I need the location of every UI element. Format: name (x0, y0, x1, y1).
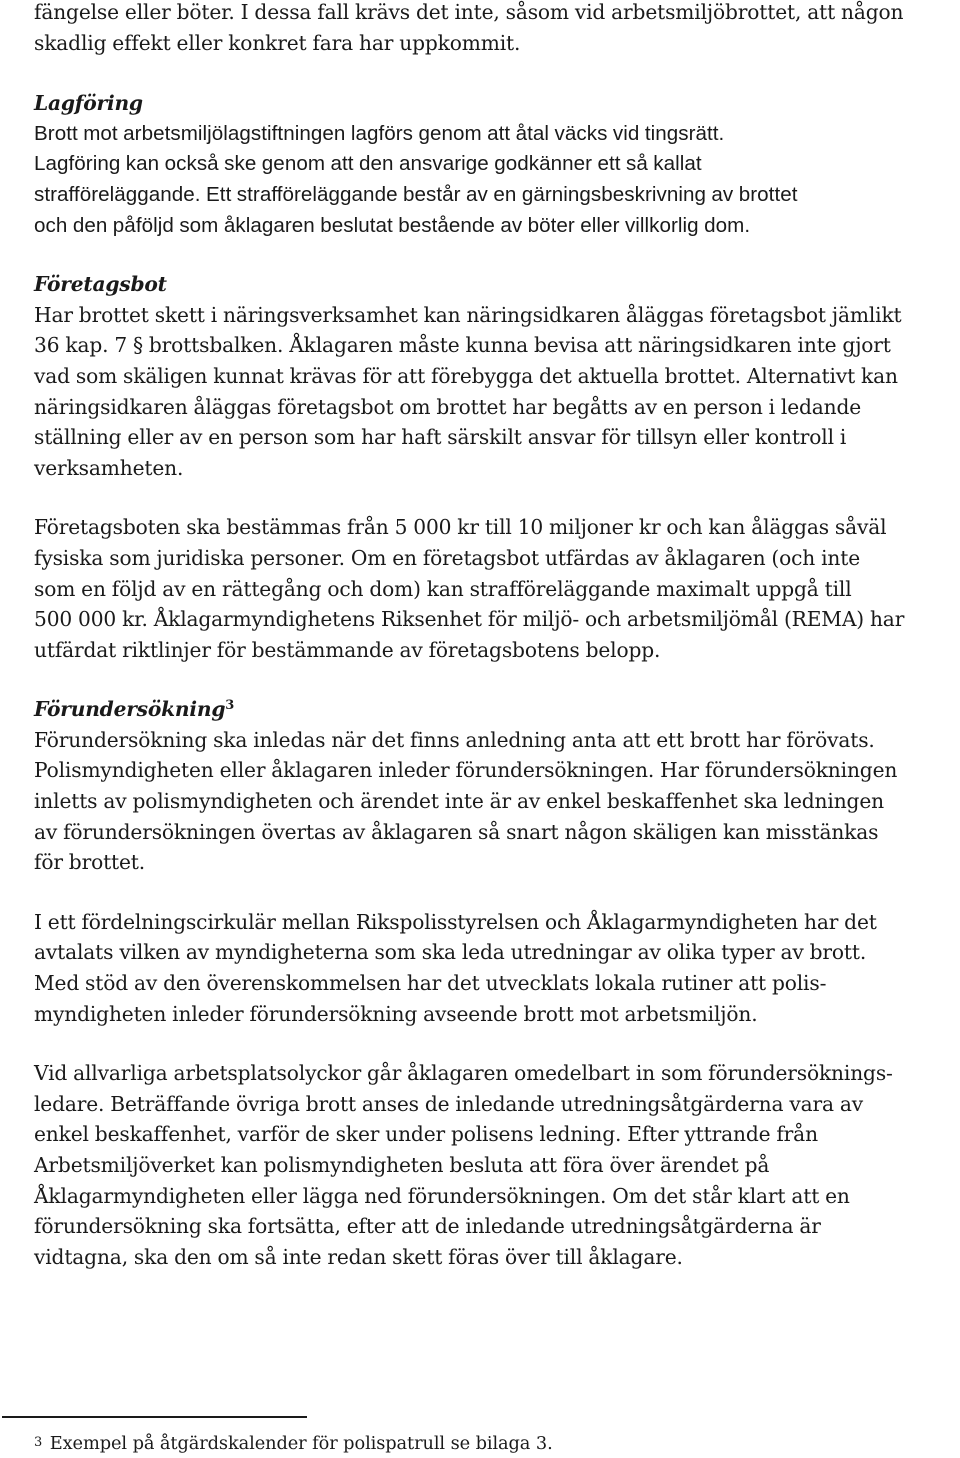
text-line: ställning eller av en person som har haft särskilt ansvar för tillsyn eller kontroll i (34, 425, 847, 450)
text-line: avtalats vilken av myndigheterna som ska leda utredningar av olika typer av brott. (34, 940, 867, 965)
heading-text: Förundersökning (34, 697, 226, 722)
text-line: Lagföring kan också ske genom att den ansvarige godkänner ett så kallat (34, 152, 702, 176)
footnote-reference: 3 (225, 698, 235, 714)
text-line: I ett fördelningscirkulär mellan Rikspolisstyrelsen och Åklagarmyndigheten har det (34, 909, 877, 934)
footnote-separator (2, 1416, 307, 1418)
text-line: Arbetsmiljöverket kan polismyndigheten besluta att föra över ärendet på (34, 1153, 770, 1177)
text-line: Företagsboten ska bestämmas från 5 000 kr till 10 miljoner kr och kan åläggas såväl (34, 515, 887, 540)
spacer (34, 58, 954, 88)
forundersokning-paragraph-1 (34, 725, 954, 878)
lagforing-paragraph (34, 119, 954, 241)
text-line: utfärdat riktlinjer för bestämmande av företagsbotens belopp. (34, 637, 661, 662)
text-line: strafföreläggande. Ett strafföreläggande består av en gärningsbeskrivning av brottet (34, 182, 798, 206)
footnote-text: Exempel på åtgärdskalender för polispatrull se bilaga 3. (49, 1433, 553, 1454)
text-line: och den påföljd som åklagaren beslutat bestående av böter eller villkorlig dom. (34, 213, 751, 237)
spacer (34, 241, 954, 269)
text-line: fängelse eller böter. I dessa fall krävs det inte, såsom vid arbetsmiljöbrottet, att någon (34, 0, 904, 24)
spacer (34, 1029, 954, 1058)
text-line: Med stöd av den överenskommelsen har det utvecklats lokala rutiner att polis- (34, 971, 827, 996)
spacer (34, 665, 954, 694)
text-line: 500 000 kr. Åklagarmyndighetens Riksenhet för miljö- och arbetsmiljömål (REMA) har (34, 607, 905, 632)
section-heading-forundersokning (34, 694, 954, 725)
text-line: förundersökning ska fortsätta, efter att de inledande utredningsåtgärderna är (34, 1214, 821, 1239)
intro-paragraph (34, 0, 954, 58)
text-line: enkel beskaffenhet, varför de sker under polisens ledning. Efter yttrande från (34, 1122, 818, 1147)
text-line: verksamheten. (34, 455, 184, 480)
spacer (34, 483, 954, 512)
footnote (34, 1431, 553, 1456)
text-line: vidtagna, ska den om så inte redan skett föras över till åklagare. (34, 1244, 683, 1269)
section-heading-foretagsbot: Företagsbot (34, 272, 167, 297)
spacer (34, 878, 954, 907)
text-line: för brottet. (34, 850, 146, 875)
text-line: ledare. Beträffande övriga brott anses de inledande utredningsåtgärderna vara av (34, 1091, 863, 1116)
text-line: Vid allvarliga arbetsplatsolyckor går åklagaren omedelbart in som förundersöknings- (34, 1061, 893, 1086)
forundersokning-paragraph-3 (34, 1058, 954, 1272)
text-line: Förundersökning ska inledas när det finns anledning anta att ett brott har förövats. (34, 727, 875, 752)
text-line: av förundersökningen övertas av åklagaren så snart någon skäligen kan misstänkas (34, 819, 879, 844)
foretagsbot-paragraph-2 (34, 512, 954, 665)
text-line: 36 kap. 7 § brottsbalken. Åklagaren måste kunna bevisa att näringsidkaren inte gjort (34, 333, 891, 358)
text-line: inletts av polismyndigheten och ärendet inte är av enkel beskaffenhet ska ledningen (34, 789, 884, 814)
text-line: Polismyndigheten eller åklagaren inleder förundersökningen. Har förundersökningen (34, 758, 898, 783)
text-line: skadlig effekt eller konkret fara har uppkommit. (34, 30, 521, 55)
text-line: Har brottet skett i näringsverksamhet kan näringsidkaren åläggas företagsbot jämlikt (34, 302, 902, 327)
section-heading-lagforing: Lagföring (34, 91, 143, 116)
text-line: vad som skäligen kunnat krävas för att förebygga det aktuella brottet. Alternativt kan (34, 363, 898, 388)
text-line: myndigheten inleder förundersökning avseende brott mot arbetsmiljön. (34, 1001, 758, 1026)
text-line: som en följd av en rättegång och dom) kan strafföreläggande maximalt uppgå till (34, 576, 852, 601)
footnote-mark: 3 (34, 1435, 43, 1450)
text-line: Åklagarmyndigheten eller lägga ned förundersökningen. Om det står klart att en (34, 1183, 850, 1208)
document-page (34, 0, 954, 1272)
text-line: fysiska som juridiska personer. Om en företagsbot utfärdas av åklagaren (och inte (34, 545, 861, 570)
text-line: näringsidkaren åläggas företagsbot om brottet har begåtts av en person i ledande (34, 394, 862, 419)
forundersokning-paragraph-2 (34, 907, 954, 1029)
foretagsbot-paragraph-1 (34, 300, 954, 484)
text-line: Brott mot arbetsmiljölagstiftningen lagförs genom att åtal väcks vid tingsrätt. (34, 121, 725, 145)
